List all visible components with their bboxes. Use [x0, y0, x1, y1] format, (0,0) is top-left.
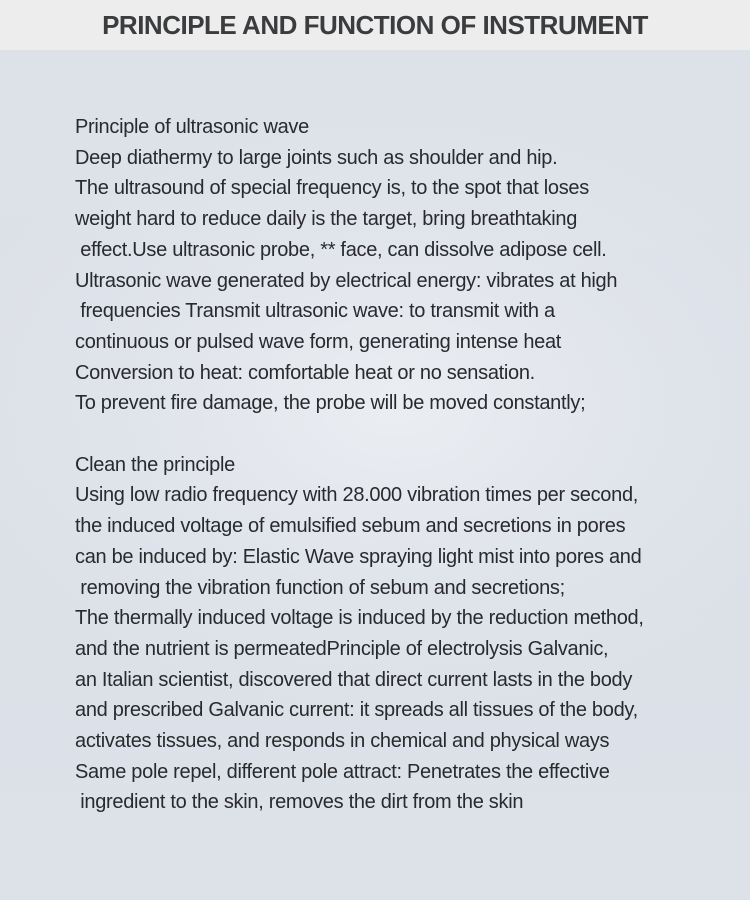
text-line: an Italian scientist, discovered that direct current lasts in the body — [75, 668, 633, 691]
text-line: weight hard to reduce daily is the target, bring breathtaking — [75, 208, 578, 231]
text-line: Using low radio frequency with 28.000 vibration times per second, — [75, 484, 639, 507]
text-line: The ultrasound of special frequency is, to the spot that loses — [75, 177, 589, 200]
text-line: the induced voltage of emulsified sebum and secretions in pores — [75, 515, 626, 538]
text-line: and the nutrient is permeatedPrinciple of electrolysis Galvanic, — [75, 637, 609, 660]
text-line: continuous or pulsed wave form, generating intense heat — [75, 330, 562, 353]
text-line: Conversion to heat: comfortable heat or no sensation. — [75, 361, 535, 384]
text-line: The thermally induced voltage is induced by the reduction method, — [75, 607, 644, 630]
section-clean-principle — [75, 450, 750, 818]
section-lines — [75, 143, 750, 419]
page-title: PRINCIPLE AND FUNCTION OF INSTRUMENT — [102, 9, 648, 40]
text-line: frequencies Transmit ultrasonic wave: to transmit with a — [75, 300, 555, 323]
section-heading: Principle of ultrasonic wave — [75, 116, 309, 138]
section-heading: Clean the principle — [75, 453, 235, 476]
text-line: Same pole repel, different pole attract: Penetrates the effective — [75, 760, 610, 783]
text-line: removing the vibration function of sebum and secretions; — [75, 576, 565, 599]
text-line: ingredient to the skin, removes the dirt from the skin — [75, 791, 524, 814]
text-line: can be induced by: Elastic Wave spraying light mist into pores and — [75, 545, 642, 568]
text-line: and prescribed Galvanic current: it spreads all tissues of the body, — [75, 699, 638, 722]
text-line: activates tissues, and responds in chemical and physical ways — [75, 730, 610, 753]
document-body — [0, 50, 750, 900]
text-line: To prevent fire damage, the probe will be moved constantly; — [75, 392, 586, 415]
title-bar — [0, 0, 750, 50]
text-line: Ultrasonic wave generated by electrical energy: vibrates at high — [75, 269, 618, 292]
section-ultrasonic-principle — [75, 112, 750, 419]
text-line: Deep diathermy to large joints such as shoulder and hip. — [75, 146, 558, 169]
section-lines — [75, 480, 750, 818]
text-line: effect.Use ultrasonic probe, ** face, can dissolve adipose cell. — [75, 238, 607, 261]
